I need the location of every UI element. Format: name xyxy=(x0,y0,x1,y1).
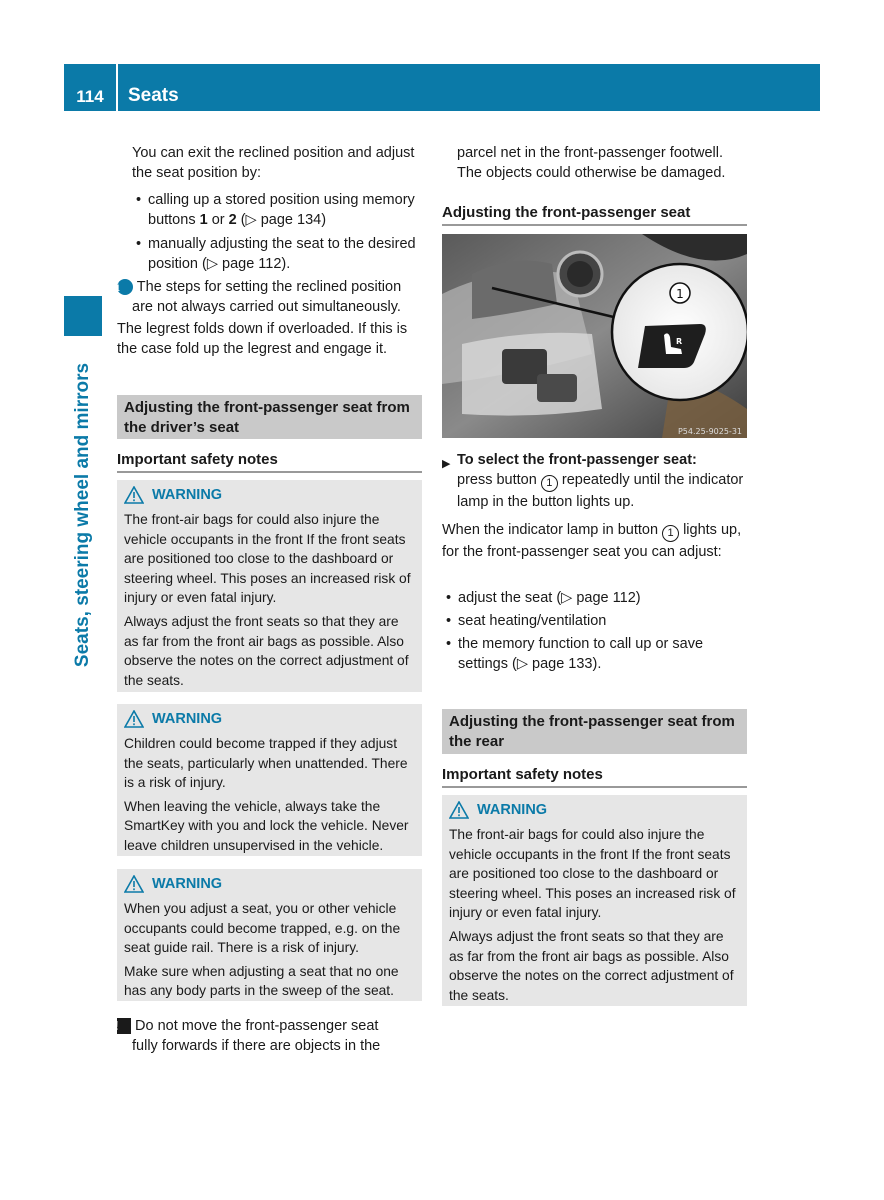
button-ref-icon: 1 xyxy=(662,525,679,542)
warning-title: WARNING xyxy=(477,802,548,818)
exclamation-icon: ! xyxy=(117,1018,131,1034)
warning-box xyxy=(117,480,422,692)
caution-note xyxy=(114,1016,407,1056)
legrest-note xyxy=(117,319,423,359)
continuation xyxy=(457,143,749,183)
section-heading-passenger: Adjusting the front-passenger seat xyxy=(442,204,691,221)
safety-heading-left: Important safety notes xyxy=(117,451,278,468)
image-code: P54.25-9025-31 xyxy=(677,427,742,436)
image-callout: 1 xyxy=(676,287,684,301)
left-bullets xyxy=(132,190,422,274)
warning-box xyxy=(442,795,747,1006)
left-intro xyxy=(132,143,422,183)
list-item: • seat heating/ventilation xyxy=(442,611,747,631)
warning-title: WARNING xyxy=(152,711,223,727)
warning-box xyxy=(117,704,422,856)
header-divider xyxy=(116,64,118,111)
warning-triangle-icon xyxy=(124,486,144,504)
step-text-a: press button xyxy=(457,472,537,488)
step-bold: To select the front-passenger seat: xyxy=(457,452,697,468)
safety-heading-right: Important safety notes xyxy=(442,766,603,783)
button-ref-icon: 1 xyxy=(541,475,558,492)
lamp-note xyxy=(442,520,747,562)
lamp-text-b: lights up, for the front-passenger seat you can adjust: xyxy=(442,522,742,560)
warning-title: WARNING xyxy=(152,487,223,503)
list-item: • the memory function to call up or save settings (▷ page 133). xyxy=(442,634,747,674)
warning-text: When you adjust a seat, you or other vehicle occupants could become trapped, e.g. on the seat guide rail. There is a risk of injury. xyxy=(124,901,401,956)
info-icon: i xyxy=(117,279,133,295)
right-bullets xyxy=(442,588,747,674)
warning-triangle-icon xyxy=(124,875,144,893)
warning-text: The front-air bags for could also injure the vehicle occupants in the front If the front seats are positioned too close to the dashboard or steering wheel. This poses an increased risk of injury or even fatal injury. xyxy=(124,512,411,606)
continuation-text: parcel net in the front-passenger footwell. The objects could otherwise be damaged. xyxy=(457,145,726,181)
info-note-text: The steps for setting the reclined position are not always carried out simultaneously. xyxy=(132,279,402,315)
list-item: • adjust the seat (▷ page 112) xyxy=(442,588,747,608)
divider xyxy=(442,224,747,226)
list-item: • manually adjusting the seat to the desired position (▷ page 112). xyxy=(132,234,422,274)
side-tab-marker xyxy=(64,296,102,336)
warning-triangle-icon xyxy=(449,801,469,819)
chapter-title: Seats xyxy=(128,85,179,106)
warning-text: Always adjust the front seats so that they are as far from the front air bags as possible. Also observe the notes on the correct adjustment of the seats. xyxy=(449,928,734,1003)
divider xyxy=(442,786,747,788)
page-number: 114 xyxy=(76,87,104,106)
list-item: • calling up a stored position using memory buttons 1 or 2 (▷ page 134) xyxy=(132,190,422,230)
lamp-text-a: When the indicator lamp in button xyxy=(442,522,659,538)
legrest-text: The legrest folds down if overloaded. If this is the case fold up the legrest and engage it. xyxy=(117,321,408,357)
door-panel-photo xyxy=(442,234,747,438)
intro-text: You can exit the reclined position and adjust the seat position by: xyxy=(132,145,415,181)
door-panel-illustration xyxy=(442,234,747,438)
warning-text: The front-air bags for could also injure the vehicle occupants in the front If the front seats are positioned too close to the dashboard or steering wheel. This poses an increased risk of injury or even fatal injury. xyxy=(449,827,736,921)
svg-text:R: R xyxy=(676,337,683,346)
warning-text: Children could become trapped if they adjust the seats, particularly when unattended. There is a risk of injury. xyxy=(124,736,408,791)
info-note xyxy=(117,277,423,317)
section-heading-driver: Adjusting the front-passenger seat from the driver’s seat xyxy=(117,395,422,439)
arrow-icon: ▶ xyxy=(442,458,451,470)
warning-text: When leaving the vehicle, always take the SmartKey with you and lock the vehicle. Never leave children unsupervised in the vehicle. xyxy=(124,798,409,853)
warning-title: WARNING xyxy=(152,876,223,892)
step-text-b: repeatedly until the indicator lamp in the button lights up. xyxy=(457,472,744,510)
warning-triangle-icon xyxy=(124,710,144,728)
warning-text: Always adjust the front seats so that they are as far from the front air bags as possible. Also observe the notes on the correct adjustment of the seats. xyxy=(124,613,409,688)
section-heading-rear: Adjusting the front-passenger seat from the rear xyxy=(442,709,747,754)
warning-box xyxy=(117,869,422,1001)
warning-text: Make sure when adjusting a seat that no one has any body parts in the sweep of the seat. xyxy=(124,963,399,999)
caution-text: Do not move the front-passenger seat fully forwards if there are objects in the xyxy=(132,1018,381,1054)
divider xyxy=(117,471,422,473)
step-instruction xyxy=(442,450,747,512)
side-tab xyxy=(64,340,102,690)
side-tab-label: Seats, steering wheel and mirrors xyxy=(72,362,93,668)
